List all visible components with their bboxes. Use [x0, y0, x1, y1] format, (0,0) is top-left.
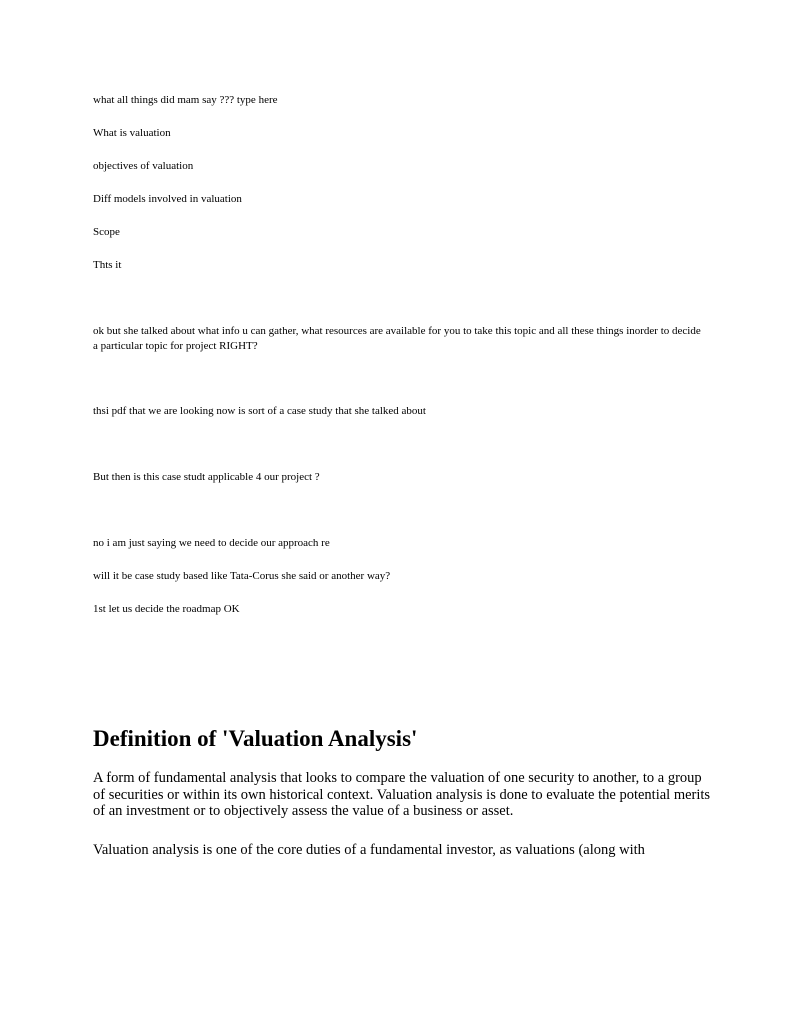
note-line: will it be case study based like Tata-Corus she said or another way?: [93, 570, 391, 582]
note-line: 1st let us decide the roadmap OK: [93, 603, 240, 615]
note-line: What is valuation: [93, 127, 171, 139]
note-line: objectives of valuation: [93, 160, 194, 172]
note-line: no i am just saying we need to decide our approach re: [93, 537, 330, 549]
note-line: But then is this case studt applicable 4 our project ?: [93, 471, 320, 483]
note-line: what all things did mam say ??? type here: [93, 94, 278, 106]
note-line: ok but she talked about what info u can gather, what resources are available for you to take this topic and all these things inorder to decide a particular topic for project RIGHT?: [93, 325, 701, 352]
note-line: thsi pdf that we are looking now is sort of a case study that she talked about: [93, 405, 426, 417]
definition-paragraph: Valuation analysis is one of the core duties of a fundamental investor, as valuations (along with: [93, 842, 645, 858]
note-line: Thts it: [93, 259, 122, 271]
note-line: Scope: [93, 226, 120, 238]
note-line: Diff models involved in valuation: [93, 193, 242, 205]
section-heading: Definition of 'Valuation Analysis': [93, 726, 418, 751]
definition-paragraph: A form of fundamental analysis that looks to compare the valuation of one security to another, to a group of securities or within its own historical context. Valuation analysis is done to evaluate the potential merits of an investment or to objectively assess the value of a business or asset.: [93, 770, 711, 819]
